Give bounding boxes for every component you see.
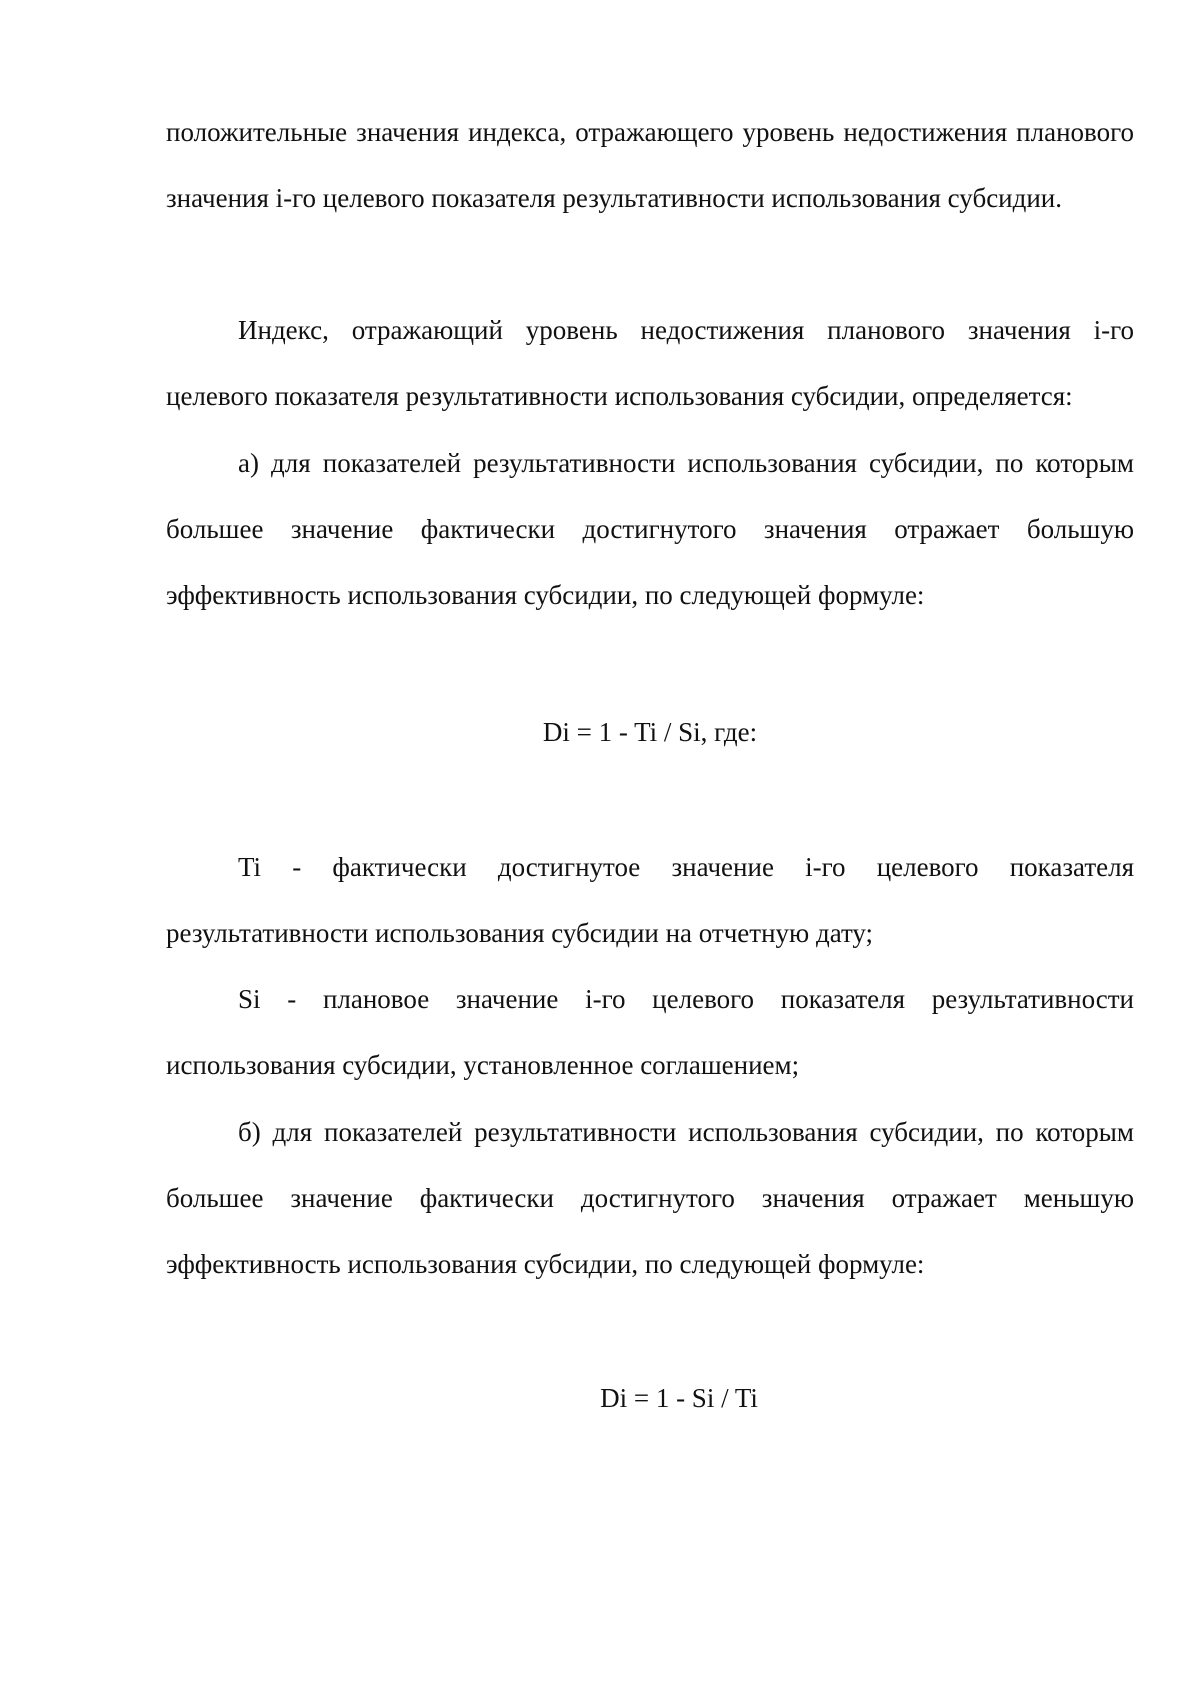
paragraph-si-definition: Si - плановое значение i-го целевого показателя результативности использования субсидии, установленное соглашением; bbox=[166, 984, 1134, 1080]
paragraph-index-definition: Индекс, отражающий уровень недостижения планового значения i-го целевого показателя результативности использования субсидии, определяется: bbox=[166, 315, 1134, 411]
formula-di-case-a: Di = 1 - Ti / Si, где: bbox=[542, 717, 758, 747]
paragraph-case-a: а) для показателей результативности использования субсидии, по которым большее значение фактически достигнутого значения отражает большую эффективность использования субсидии, по следующей формуле: bbox=[166, 448, 1134, 610]
paragraph-continuation: положительные значения индекса, отражающего уровень недостижения планового значения i-го целевого показателя результативности использования субсидии. bbox=[166, 117, 1134, 213]
paragraph-ti-definition: Ti - фактически достигнутое значение i-го целевого показателя результативности использования субсидии на отчетную дату; bbox=[166, 852, 1134, 948]
paragraph-case-b: б) для показателей результативности использования субсидии, по которым большее значение фактически достигнутого значения отражает меньшую эффективность использования субсидии, по следующей формуле: bbox=[166, 1117, 1134, 1279]
formula-di-case-b: Di = 1 - Si / Ti bbox=[600, 1383, 758, 1413]
